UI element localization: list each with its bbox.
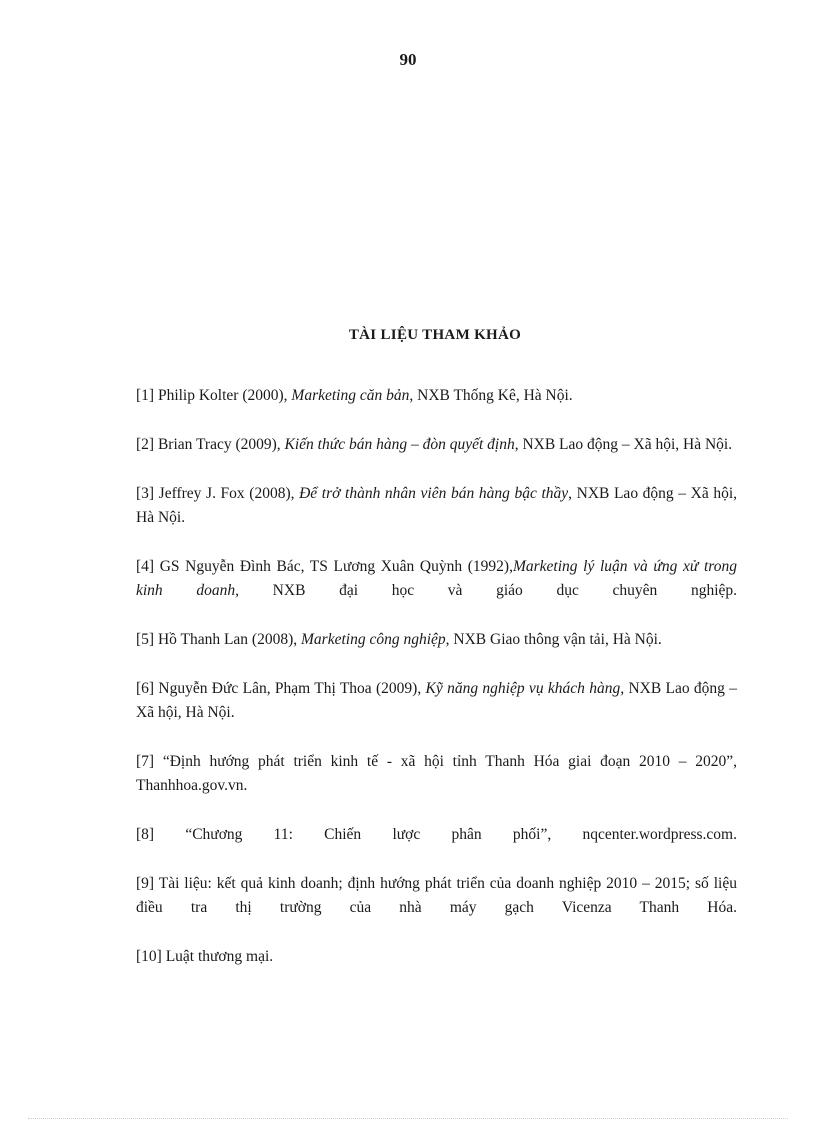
reference-text: [7] “Định hướng phát triển kinh tế - xã hội tỉnh Thanh Hóa giai đoạn 2010 – 2020”, Thanhhoa.gov.vn. — [136, 753, 737, 794]
reference-work-title: Marketing lý luận và ứng xử trong kinh doanh, — [136, 558, 737, 599]
reference-work-title: Marketing căn bản — [291, 387, 410, 404]
reference-work-title: Để trở thành nhân viên bán hàng bậc thầy — [299, 485, 569, 502]
page-bottom-divider — [28, 1118, 788, 1119]
reference-work-title: Marketing công nghiệp — [301, 631, 446, 648]
reference-item-4 — [136, 555, 737, 603]
reference-text: [9] Tài liệu: kết quả kinh doanh; định hướng phát triển của doanh nghiệp 2010 – 2015; số liệu điều tra thị trường của nhà máy gạch Vicenza Thanh Hóa. — [136, 875, 737, 916]
reference-publisher: , NXB Giao thông vận tải, Hà Nội. — [445, 631, 662, 648]
reference-text: [5] Hồ Thanh Lan (2008), — [136, 631, 302, 648]
reference-item-3 — [136, 482, 737, 530]
reference-text: [3] Jeffrey J. Fox (2008), — [136, 485, 300, 502]
reference-item-2 — [136, 433, 737, 457]
reference-publisher: NXB đại học và giáo dục chuyên nghiệp. — [239, 582, 738, 599]
reference-publisher: , NXB Lao động – Xã hội, Hà Nội. — [514, 436, 733, 453]
reference-item-5 — [136, 628, 737, 652]
reference-publisher: , NXB Lao động – Xã hội, Hà Nội. — [136, 485, 738, 526]
reference-text: [8] “Chương 11: Chiến lược phân phối”, nqcenter.wordpress.com. — [136, 826, 737, 843]
reference-item-8 — [136, 823, 737, 847]
reference-text: [10] Luật thương mại. — [136, 948, 274, 965]
reference-item-10 — [136, 945, 737, 969]
reference-text: [4] GS Nguyễn Đình Bác, TS Lương Xuân Quỳnh (1992), — [136, 558, 513, 575]
page-number: 90 — [399, 50, 417, 69]
reference-item-9 — [136, 872, 737, 920]
reference-item-6 — [136, 677, 737, 725]
reference-text: [1] Philip Kolter (2000), — [136, 387, 292, 404]
reference-item-1 — [136, 384, 737, 408]
reference-publisher: NXB Lao động – Xã hội, Hà Nội. — [136, 680, 737, 721]
reference-publisher: , NXB Thống Kê, Hà Nội. — [409, 387, 573, 404]
reference-text: [6] Nguyễn Đức Lân, Phạm Thị Thoa (2009), — [136, 680, 426, 697]
reference-item-7 — [136, 750, 737, 798]
reference-text: [2] Brian Tracy (2009), — [136, 436, 285, 453]
reference-work-title: Kỹ năng nghiệp vụ khách hàng, — [425, 680, 625, 697]
reference-list — [136, 384, 737, 994]
page-title: TÀI LIỆU THAM KHẢO — [348, 327, 522, 343]
reference-work-title: Kiến thức bán hàng – đòn quyết định — [284, 436, 515, 453]
